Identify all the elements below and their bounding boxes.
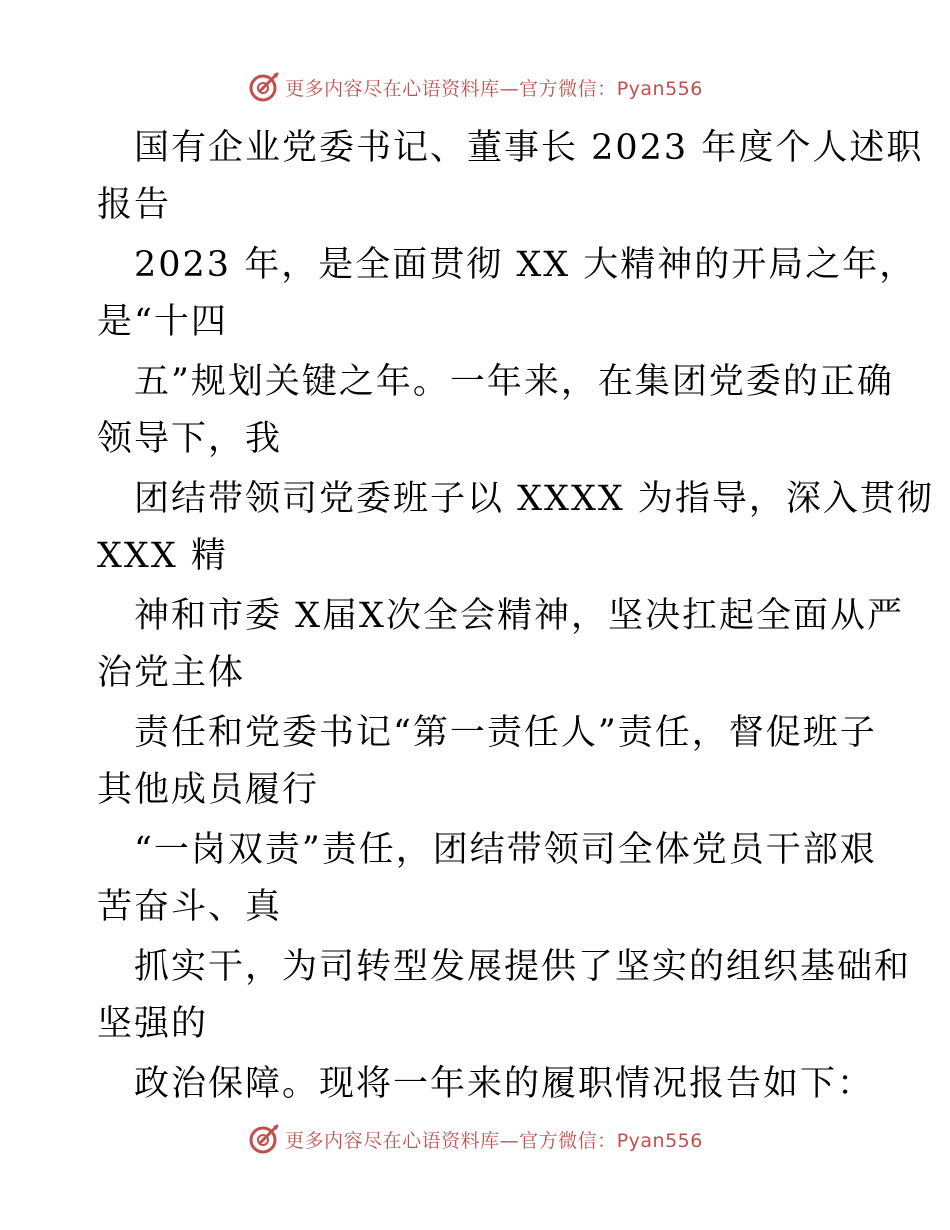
- banner-wechat-id: Pyan556: [616, 77, 703, 100]
- banner-dash: —: [499, 77, 520, 100]
- banner-dash: —: [499, 1129, 520, 1152]
- text-line: 报告: [97, 185, 172, 225]
- header-banner: [0, 70, 950, 104]
- text-line: 苦奋斗、真: [97, 887, 283, 927]
- footer-banner-text: [285, 1126, 703, 1153]
- text-line: 治党主体: [97, 653, 246, 693]
- text-line: 领导下，我: [97, 419, 283, 459]
- text-line: 责任和党委书记“第一责任人”责任，督促班子: [134, 713, 877, 753]
- footer-banner: [0, 1122, 950, 1156]
- text-line: XXX 精: [97, 536, 228, 576]
- text-line: “一岗双责”责任，团结带领司全体党员干部艰: [134, 830, 877, 870]
- header-banner-text: [285, 74, 703, 101]
- banner-prefix: 更多内容尽在心语资料库: [285, 1129, 500, 1152]
- banner-wechat-id: Pyan556: [616, 1129, 703, 1152]
- logo-icon: [247, 70, 281, 104]
- text-line: 2023 年，是全面贯彻 XX 大精神的开局之年，: [134, 245, 917, 285]
- text-line: 抓实干，为司转型发展提供了坚实的组织基础和: [134, 947, 912, 987]
- text-line: 国有企业党委书记、董事长 2023 年度个人述职: [134, 128, 924, 168]
- text-line: 团结带领司党委班子以 XXXX 为指导，深入贯彻: [134, 479, 934, 519]
- banner-wechat-label: 官方微信：: [519, 1129, 617, 1152]
- text-line: 其他成员履行: [97, 770, 320, 810]
- logo-icon: [247, 1122, 281, 1156]
- text-line: 神和市委 X届X次全会精神，坚决扛起全面从严: [134, 596, 904, 636]
- footer-banner-content: [247, 1122, 703, 1156]
- header-banner-content: [247, 70, 703, 104]
- banner-prefix: 更多内容尽在心语资料库: [285, 77, 500, 100]
- text-line: 坚强的: [97, 1004, 209, 1044]
- text-line: 政治保障。现将一年来的履职情况报告如下：: [134, 1064, 875, 1104]
- text-line: 是“十四: [97, 302, 228, 342]
- text-line: 五”规划关键之年。一年来，在集团党委的正确: [134, 362, 894, 402]
- banner-wechat-label: 官方微信：: [519, 77, 617, 100]
